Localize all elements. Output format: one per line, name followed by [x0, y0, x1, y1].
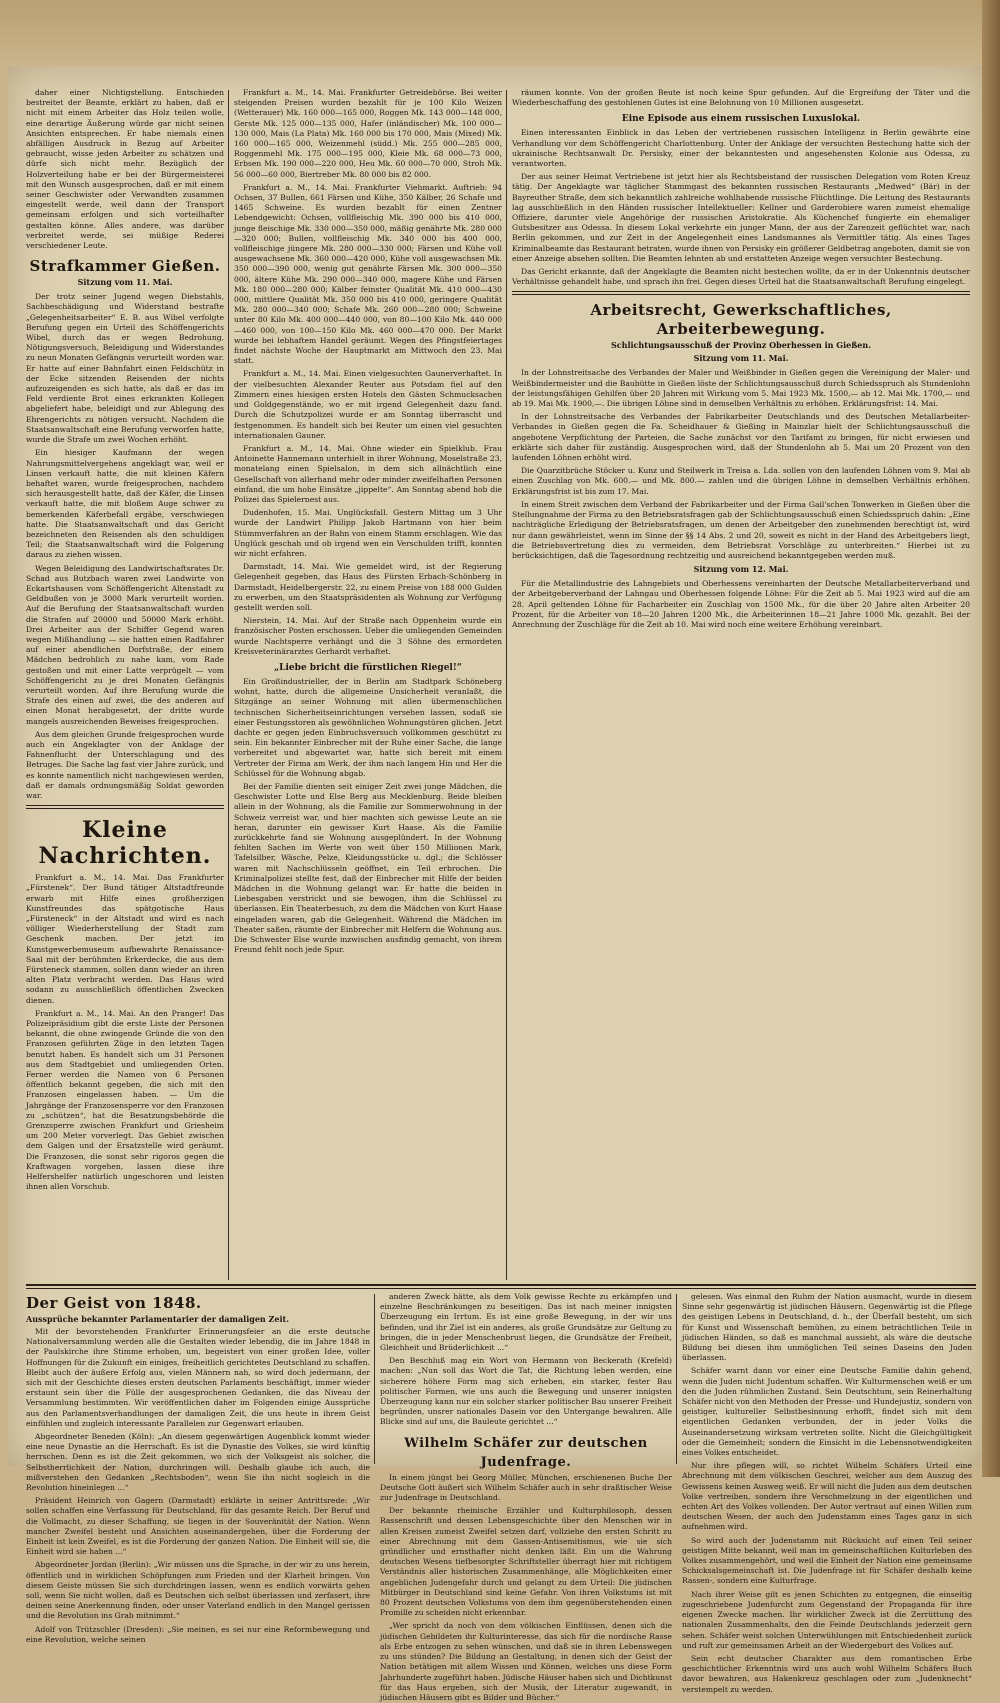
article-paragraph: anderen Zweck hätte, als dem Volk gewisse Rechte zu erkämpfen und einzelne Beschränkungen zu beseitigen. Das ist nach meiner innigsten Überzeugung ein Irrtum. Es ist eine große Bewegung, in der wir uns befinden, und ihr Ziel ist ein anderes, als große Grundsätze zur Geltung zu bringen, die in jeder Menschenbrust liegen, die Grundsätze der Freiheit, Gleichheit und Brüderlichkeit ...“ — [380, 1292, 672, 1353]
article-paragraph: Der trotz seiner Jugend wegen Diebstahls, Sachbeschädigung und Widerstand bestrafte „Gelegenheitsarbeiter“ E. B. aus Wibel verfolgte Berufung gegen ein Urteil des Schöffengerichts Wibel, durch das er wegen Bedrohung, Nötigungsversuch, Beleidigung und Widerstandes zu neun Monaten Gefängnis verurteilt worden war. Er hatte auf einer Bahnfahrt einen Feldschütz in der Ecke sitzenden Reisenden der nichts aufzuzeigenden es sich hatte, als daß er das im Feld verdiente Brot eines erkrankten Kollegen abgeliefert habe, beleidigt und zur Ablegung des Ehrengerichts zu nötigen versucht. Nachdem die Staatsanwaltschaft eine Berufung verworfen hatte, wurde die Strafe um zwei Wochen erhöht. — [26, 292, 224, 445]
column-rule — [374, 1294, 375, 1464]
section-heading-kleine-nachrichten: Kleine Nachrichten. — [38, 817, 212, 870]
article-paragraph: Ein hiesiger Kaufmann der wegen Nahrungsmittelvergehens angeklagt war, weil er Linsen verkauft hatte, die mit kleinen Käfern behaftet waren, wurde freigesprochen, nachdem sich herausgestellt hatte, daß der Käfer, die Linsen verkauft hatte, die mit bloßem Auge schwer zu bemerkenden Käferbefall ergäbe, verschwiegen hatte. Die Staatsanwaltschaft und das Gericht bezeichneten den Reisenden als den schuldigen Teil; die Staatsanwaltschaft wird die Folgerung daraus zu ziehen wissen. — [26, 448, 224, 560]
article-paragraph: Nur ihre pflegen will, so richtet Wilhelm Schäfers Urteil eine Abrechnung mit dem völkischen Geschrei, welcher aus dem Auszug des Gewissens keinen Ausweg weiß. Er will nicht die Juden aus dem deutschen Volke vertreiben, sondern ihre Verschmelzung in der eigentlichen und echten Art des Volkes vollenden. Der Autor vertraut auf einen Willen zum deutschen Wesen, der auch den Judenstamm eines Tages ganz in sich aufnehmen wird. — [682, 1461, 972, 1532]
session-date: Sitzung vom 11. Mai. — [77, 277, 173, 288]
article-paragraph: Das Gericht erkannte, daß der Angeklagte die Beamten nicht bestechen wollte, da er in der Unkenntnis deutscher Verhältnisse gehandelt habe, und sprach ihn frei. Gegen dieses Urteil hat die Staatsanwaltschaft Berufung eingelegt. — [512, 267, 970, 287]
divider — [512, 291, 970, 295]
article-paragraph: In einem Streit zwischen dem Verband der Fabrikarbeiter und der Firma Gail'schen Tonwerken in Gießen über die Stellungnahme der Firma zu den Betriebsratsfragen gab der Schlichtungsausschuß einen Schiedsspruch dahin: „Eine nachträgliche Erledigung der Betriebsratsfragen, um denen der Arbeitgeber den zunehmenden berechtigt ist, wird nur dann gewährleistet, wenn im Sinne der §§ 14 Abs. 2 und 20, soweit es nicht in der Hand des Arbeitgebers liegt, die Betriebsvertretung dies zu vermeiden, dem Betriebsrat Vorschläge zu unterbreiten.“ Hierbei ist zu berücksichtigen, daß die Tagesordnung rechtzeitig und ausreichend bekanntgegeben werden muß. — [512, 499, 970, 560]
article-paragraph: Frankfurt a. M., 14. Mai. Ohne wieder ein Spielklub. Frau Antoinette Hannemann unterhielt in ihrer Wohnung, Moselstraße 23, monatelang einen Spielsalon, in dem sich allnächtlich eine Gesellschaft von allerhand mehr oder minder zweifelhaften Personen einfand, die um hohe Einsätze „jippelte“. Am Sonntag abend hob die Polizei das Spielernest aus. — [234, 443, 502, 504]
session-date: Sitzung vom 12. Mai. — [693, 564, 789, 575]
article-paragraph: Sein echt deutscher Charakter aus dem romantischen Erbe geschichtlicher Erkenntnis wird uns auch wohl Wilhelm Schäfers Buch davor bewahren, aus Hakenkreuz geschlagen oder zum „Judenknecht“ verstempelt zu werden. — [682, 1653, 972, 1694]
section-heading-strafkammer: Strafkammer Gießen. — [29, 257, 221, 276]
article-paragraph: Nierstein, 14. Mai. Auf der Straße nach Oppenheim wurde ein französischer Posten erschossen. Ueber die umliegenden Gemeinden wurde Nachtsperre verhängt und die 3 Söhne des ermordeten Kreisveterinärarztes Gerhardt verhaftet. — [234, 616, 502, 656]
divider — [26, 805, 224, 809]
article-paragraph: Aus dem gleichen Grunde freigesprochen wurde auch ein Angeklagter von der Anklage der Fahnenflucht der Unterschlagung und des Betruges. Die Sache lag fast vier Jahre zurück, und es konnte namentlich nicht nachgewiesen werden, daß er damals ordnungsmäßig Soldat geworden war. — [26, 729, 224, 800]
article-paragraph: Darmstadt, 14. Mai. Wie gemeldet wird, ist der Regierung Gelegenheit gegeben, das Haus des Fürsten Erbach-Schönberg in Darmstadt, Heidelbergerstr. 22, zu einem Preise von 188 000 Gulden zu erwerben, um den Staatspräsidenten als Wohnung zur Verfügung gestellt werden soll. — [234, 562, 502, 612]
upper-column-3 — [512, 88, 970, 1280]
article-heading-liebe: „Liebe bricht die fürstlichen Riegel!“ — [274, 662, 462, 673]
article-paragraph: In der Lohnstreitsache des Verbandes der Fabrikarbeiter Deutschlands und des Deutschen Metallarbeiter-Verbandes in Gießen gegen die Fa. Scheidhauer & Gießing in Mainzlar hielt der Schlichtungsausschuß die angebotene Verpflichtung der Parteien, die Sache zunächst vor den Tarifamt zu bringen, für nicht erwiesen und erklärte sich daher für zuständig. Ausgesprochen wird, daß der Stundenlohn ab 5. Mai um 20 Prozent von den laufenden Löhnen erhöht wird. — [512, 412, 970, 463]
session-date: Sitzung vom 11. Mai. — [693, 353, 789, 364]
section-heading-schaefer: Wilhelm Schäfer zur deutschen Judenfrage. — [404, 1435, 648, 1470]
article-paragraph: gelesen. Was einmal den Ruhm der Nation ausmacht, wurde in diesem Sinne sehr gegenwärtig ist jüdischen Häusern. Gegenwärtig ist die Pflege des geistigen Lebens in Deutschland, d. h., der Überfall besteht, um sich für Kunst und Wissenschaft bemühen, zu einem beträchtlichen Teile in jüdischen Händen, so daß es manchmal aussieht, als wäre die deutsche Bildung bei diesen ihm unmöglichen Teil seines Daseins den Juden überlassen. — [682, 1292, 972, 1363]
upper-column-2 — [234, 88, 502, 1280]
article-paragraph: Der aus seiner Heimat Vertriebene ist jetzt hier als Rechtsbeistand der russischen Delegation vom Roten Kreuz tätig. Der Angeklagte war täglicher Stammgast des bekannten russischen Restaurants „Medwed“ (Bär) in der Bayreuther Straße, dem sich bekanntlich zahlreiche wohlhabende russische Flüchtlinge. Die Leitung des Restaurants lag ausschließlich in den Händen russischer Intellektueller: Kellner und Garderobiere waren zumeist ehemalige Offiziere, darunter viele Angehörige der russischen Aristokratie. Als Küchenchef fungierte ein ehemaliger Gutsbesitzer aus Odessa. In diesem Lokal verkehrte ein junger Mann, der aus der Zarenzeit geflüchtet war, nach Berlin gekommen, und zur Zeit in der Angelegenheit eines Landsmannes als Vermittler tätig. Als eines Tages Kriminalbeamte das Restaurant betraten, wurde ihnen von Persisky ein größerer Geldbetrag angeboten, damit sie von einer Anzeige absehen sollten. Die Beamten lehnten ab und erstatteten Anzeige wegen versuchter Bestechung. — [512, 172, 970, 263]
article-paragraph: Bei der Familie dienten seit einiger Zeit zwei junge Mädchen, die Geschwister Lotte und Else Berg aus Mecklenburg. Beide bleiben allein in der Wohnung, als die Familie zur Sommerwohnung in der Schweiz verreist war, und hier machten sich gewisse Leute an sie heran, darunter ein gewisser Kurt Haase. Als die Familie zurückkehrte fand sie Wohnung ausgeplündert. In der Wohnung fehlten Sachen im Werte von weit über 150 Millionen Mark, Tafelsilber, Wäsche, Pelze, Kleidungsstücke u. dgl.; die Schlösser waren mit Nachschlüsseln geöffnet, ein Teil erbrochen. Die Kriminalpolizei stellte fest, daß der Einbrecher mit Hilfe der beiden Mädchen in die Wohnung gelangt war. Er hatte die beiden in Liebesgaben verstrickt und sie bewogen, ihm die Schlüssel zu überlassen. Ein Theaterbesuch, zu dem die Mädchen von Kurt Haase eingeladen waren, gab die Gelegenheit. Während die Mädchen im Theater saßen, räumte der Einbrecher mit Helfern die Wohnung aus. Die Schwester Else wurde inzwischen ausfindig gemacht, von ihrem Freund fehlt noch jede Spur. — [234, 782, 502, 955]
article-paragraph: Frankfurt a. M., 14. Mai. Frankfurter Viehmarkt. Auftrieb: 94 Ochsen, 37 Bullen, 661 Färsen und Kühe, 350 Kälber, 26 Schafe und 1465 Schweine. Es wurden bezahlt für einen Zentner Lebendgewicht: Ochsen, vollfleischig Mk. 390 000 bis 410 000, junge fleischige Mk. 330 000—350 000, mäßig genährte Mk. 280 000—320 000; Bullen, vollfleischig Mk. 340 000 bis 400 000, vollfleischige jüngere Mk. 280 000—330 000; Färsen und Kühe voll ausgewachsene Mk. 360 000—420 000, Kühe voll ausgewachsen Mk. 350 000—390 000, wenig gut genährte Färsen Mk. 300 000—350 000, ältere Kühe Mk. 290 000—340 000, magere Kühe und Färsen Mk. 180 000—280 000; Kälber feinster Qualität Mk. 410 000—430 000, mittlere Qualität Mk. 350 000 bis 410 000, geringere Qualität Mk. 280 000—340 000; Schafe Mk. 260 000—280 000; Schweine unter 80 Kilo Mk. 400 000—440 000, von 80—100 Kilo Mk. 440 000—460 000, von 100—150 Kilo Mk. 460 000—470 000. Der Markt wurde bei lebhaftem Handel geräumt. Wegen des Pfingstfeiertages findet nächste Woche der Hauptmarkt am Mittwoch den 23. Mai statt. — [234, 182, 502, 366]
article-paragraph: Den Beschluß mag ein Wort von Hermann von Beckerath (Krefeld) machen: „Nun soll das Wort die Tat, die Richtung leben werden, eine sicherere höhere Form mag sich erheben, ein starker, fester Bau politischer Formen, wie uns auch die Bewegung und unserer innigsten Überzeugung kann nur ein solcher starker politischer Bau unserer Freiheit begründen, unsrer nationales Dasein vor den Untergange bewahren. Alle Blicke sind auf uns, die Bauleute gerichtet ...“ — [380, 1356, 672, 1427]
section-divider — [26, 1288, 976, 1289]
article-paragraph: Abgeordneter Jordan (Berlin): „Wir müssen uns die Sprache, in der wir zu uns herein, öffentlich und in wirklichen Schöpfungen zum Frieden und der Klarheit bringen. Von diesem Geiste müssen Sie sich durchdringen lassen, wenn es endlich vorwärts gehen soll, wenn Sie nicht wollen, daß es Deutschen sich selbst überlassen und zerfasert, ihre deinen seine Anerkennung finden, oder unser Vaterland endlich in den Mangel gerissen und die Revolution ins Grab mitnimmt.“ — [26, 1560, 370, 1621]
article-paragraph: Frankfurt a. M., 14. Mai. Einen vielgesuchten Gaunerverhaftet. In der vielbesuchten Alexander Reuter aus Potsdam fiel auf den Zimmern eines hiesigen ersten Hotels den Gästen Schmucksachen und Goldgegenstände, wo er mit irgend Gelegenheit dazu fand. Durch die Schutzpolizei wurde er am Sonntag überrascht und festgenommen. Es handelt sich bei Reuter um einen viel gesuchten internationalen Gauner. — [234, 369, 502, 440]
article-paragraph: Mit der bevorstehenden Frankfurter Erinnerungsfeier an die erste deutsche Nationalversammlung werden alle die Gestalten wieder lebendig, die im Jahre 1848 in der Paulskirche ihre Stimme erhoben, um, begeistert von einer großen Idee, voller Hoffnungen für die Zukunft ein einiges, freiheitlich gerichtetes Deutschland zu schaffen. Bleibt auch der äußere Erfolg aus, vielen Männern nah, so wird doch jedermann, der sich mit der Geschichte dieses ersten deutschen Parlaments beschäftigt, immer wieder erstaunt sein über die Fülle der ausgesprochenen Gedanken, die das Niveau der Versammlung bestimmten. Wir veröffentlichen daher im Folgenden einige Aussprüche aus den Parlamentsverhandlungen der damaligen Zeit, die uns heute in ihrem Geist einfühlen und zugleich interessante Parallelen zur Gegenwart erlauben. — [26, 1327, 370, 1428]
article-paragraph: Dudenhofen, 15. Mai. Unglücksfall. Gestern Mittag um 3 Uhr wurde der Landwirt Philipp Jakob Hartmann von hier beim Stümmverfahren an der Bahn von einem Stamm erschlagen. Wie das Unglück geschah und ob irgend wen ein Verschulden trifft, konnten wir nicht erfahren. — [234, 508, 502, 558]
article-paragraph: Abgeordneter Beneden (Köln): „An diesem gegenwärtigen Augenblick kommt wieder eine neue Dynastie an die Herrschaft. Es ist die Dynastie des Volkes, sie wird künftig herrschen. Denn es ist die Zeit gekommen, wo sich der Volksgeist als solcher, die Selbstherrlichkeit der Nation, durchringen will. Deshalb glaube ich auch, die mißverstehen den Gedanken „Rechtsboden“, wenn Sie ihn nicht sogleich in die Revolution hineinlegen ...“ — [26, 1432, 370, 1493]
article-paragraph: „Wer spricht da noch von dem völkischen Einflüssen, denen sich die jüdischen Gebildeten ihr Kulturinteresse, das sich für die nordische Rasse als Erbe entzogen zu sehen wünschen, und daß sie in ihren Lebenswegen zu uns stünden? Die Bildung an Gestaltung, in denen sich der Geist der Nation betätigen mit allem Wissen und Können, welches uns diese Form Jahrhunderte zugeführt haben. Jüdische Häuser haben sich und Dichtkunst für das Haus ergeben, sich der Musik, der Literatur zugewandt, in jüdischen Häusern gibt es Bilder und Bücher.“ — [380, 1621, 672, 1702]
top-margin — [0, 0, 1000, 66]
article-paragraph: räumen konnte. Von der großen Beute ist noch keine Spur gefunden. Auf die Ergreifung der Täter und die Wiederbeschaffung des gestohlenen Gutes ist eine Belohnung von 10 Millionen ausgesetzt. — [512, 88, 970, 108]
article-paragraph: Wegen Beleidigung des Landwirtschaftsrates Dr. Schad aus Butzbach waren zwei Landwirte von Eckartshausen vom Schöffengericht Altenstadt zu Geldbußen von je 3000 Mark verurteilt worden. Auf die Berufung der Staatsanwaltschaft wurden die Strafen auf 20000 und 50000 Mark erhöht. Drei Arbeiter aus der Schiffer Gegend waren wegen Mißhandlung — sie hatten einen Radfahrer auf einer abendlichen Dorfstraße, der einem Mädchen bedrohlich zu nahe kam, vom Rade gestoßen und mit einer Latte verprügelt — vom Schöffengericht zu je drei Monaten Gefängnis verurteilt worden. Auf ihre Berufung wurde die Strafe des einen auf zwei, die des anderen auf einen Monat herabgesetzt, der dritte wurde mangels ausreichenden Beweises freigesprochen. — [26, 563, 224, 726]
article-heading-episode: Eine Episode aus einem russischen Luxuslokal. — [621, 114, 861, 125]
column-rule — [676, 1294, 677, 1464]
article-paragraph: Ein Großindustrieller, der in Berlin am Stadtpark Schöneberg wohnt, hatte, durch die allgemeine Unsicherheit veranlaßt, die Sitzgänge an seiner Wohnung mit allen übermenschlichen technischen Sicherheitseinrichtungen versehen lassen, sodaß sie einer Festungsstoren als gewöhnlichen Wohnungstüren glichen. Jetzt dachte er gegen jeden Einbruchsversuch vollkommen geschützt zu sein. Ein bekannter Einbrecher mit der Ruhe einer Sache, die lange vorbereitet und abgewartet war, hatte sich bereit mit einem Vertreter der Firma am Werk, der ihm nach langem Hin und Her die Schlüssel für die Wohnung abgab. — [234, 676, 502, 778]
section-heading-geist-1848: Der Geist von 1848. — [26, 1294, 202, 1312]
article-paragraph: Frankfurt a. M., 14. Mai. Frankfurter Getreidebörse. Bei weiter steigenden Preisen wurden bezahlt für je 100 Kilo Weizen (Wetterauer) Mk. 160 000—165 000, Roggen Mk. 143 000—148 000, Gerste Mk. 125 000—135 000, Hafer (inländischer) Mk. 100 000—130 000, Mais (La Plata) Mk. 160 000 bis 170 000, Mais (Mixed) Mk. 160 000—165 000, Weizenmehl (südd.) Mk. 255 000—285 000, Roggenmehl Mk. 175 000—195 000, Kleie Mk. 68 000—73 000, Erbsen Mk. 190 000—220 000, Heu Mk. 60 000—70 000, Stroh Mk. 56 000—60 000, Biertreber Mk. 80 000 bis 82 000. — [234, 88, 502, 179]
page-edge — [982, 0, 1000, 1477]
column-rule — [228, 90, 229, 1280]
upper-column-1 — [26, 88, 224, 1280]
article-paragraph: Schäfer warnt dann vor einer eine Deutsche Familie dahin gehend, wenn die Juden nicht Judentum schaffen. Wir Kulturmenschen weiß er um den die Juden rühmlichen Zustand. Sein Deutschtum, sein Reinerhaltung Schäfer nicht von den Methoden der Presse- und Hundejustiz, sondern von geistiger, kultureller Selbstbesinnung erhofft, findet sich mit dem eigentlichen Gedanken verbunden, der in jeder Volks die Auseinandersetzung wirksam vertreten sollte. Nicht die Gleichgültigkeit oder die Gemeinheit; sondern die Einsicht in die Lebensnotwendigkeiten eines Volkes entscheidet. — [682, 1366, 972, 1458]
section-divider — [26, 1284, 976, 1286]
lower-column-3 — [682, 1292, 972, 1694]
article-paragraph: Einen interessanten Einblick in das Leben der vertriebenen russischen Intelligenz in Berlin gewährte eine Verhandlung vor dem Schöffengericht Charlottenburg. Unter der Anklage der versuchten Bestechung hatte sich der ukrainische Rechtsanwalt Dr. Persisky, einer der bekanntesten und angesehensten Kolonie aus Odessa, zu verantworten. — [512, 128, 970, 169]
section-subheading: Aussprüche bekannter Parlamentarier der damaligen Zeit. — [26, 1314, 289, 1324]
section-heading-arbeitsrecht: Arbeitsrecht, Gewerkschaftliches, Arbeiterbewegung. — [590, 301, 892, 339]
article-paragraph: In der Lohnstreitsache des Verbandes der Maler und Weißbinder in Gießen gegen die Vereinigung der Maler- und Weißbindermeister und die Baubütte in Gießen löste der Schlichtungsausschuß durch Schiedsspruch als Stundenlohn der leistungsfähigen Gehilfen über 20 Jahren mit Wirkung vom 5. Mai 1923 Mk. 1500,— ab 12. Mai Mk. 1700,— und ab 19. Mai Mk. 1900,—. Die übrigen Löhne sind in demselben Verhältnis zu erhöhen. Erklärungsfrist: 14. Mai. — [512, 368, 970, 409]
article-paragraph: So wird auch der Judenstamm mit Rücksicht auf einen Teil seiner geistigen Mitte bekannt, weil man im gemeinschaftlichen Kulturleben des Volkes zusammengehört, und weil die Einheit der Nation eine gemeinsame Schicksalsgemeinschaft ist. Die Judenfrage ist für Schäfer deshalb keine Rassen-, sondern eine Kulturfrage. — [682, 1535, 972, 1586]
column-rule — [506, 90, 507, 1280]
article-paragraph: Frankfurt a. M., 14. Mai. Das Frankfurter „Fürstenek“. Der Bund tätiger Altstadtfreunde erwarb mit Hilfe eines großherzigen Kunstfreundes das spätgotische Haus „Fürsteneck“ in der Altstadt und wird es nach völliger Wiederherstellung der Stadt zum Geschenk machen. Der jetzt im Kunstgewerbemuseum aufbewahrte Renaissance-Saal mit der berühmten Erkerdecke, die aus dem Fürsteneck stammen, sollen dann wieder an ihren alten Platz verbracht werden. Das Haus wird sodann zu ausschließlich öffentlichen Zwecken dienen. — [26, 873, 224, 1005]
article-paragraph: Präsident Heinrich von Gagern (Darmstadt) erklärte in seiner Antrittsrede: „Wir sollen schaffen eine Verfassung für Deutschland, für das gesamte Reich. Der Beruf und die Vollmacht, zu dieser Schaffung, sie liegen in der Souveränität der Nation. Wenn mancher Zweifel besteht und Ansichten auseinandergehen, über die Forderung der Einheit ist kein Zweifel, es ist die Forderung der ganzen Nation. Die Einheit will sie, die Einheit wird sie haben ...“ — [26, 1496, 370, 1557]
article-paragraph: Adolf von Trützschler (Dresden): „Sie meinen, es sei nur eine Reformbewegung und eine Revolution, welche seinen — [26, 1624, 370, 1644]
article-paragraph: Nach ihrer Weise gilt es jenen Schichten zu entgegnen, die einseitig zugeschriebene Judenfurcht zum Gegenstand der Propaganda für ihre eigenen Zwecke machen. Ihr wirklicher Zweck ist die Zerrüttung des nationalen Zusammenhalts, den die Feinde Deutschlands jederzeit gern sehen. Schäfer weist solchen Unterwühlungen mit Entschiedenheit zurück und ruft zur gemeinsamen Arbeit an der Wiedergeburt des Volkes auf. — [682, 1589, 972, 1650]
article-paragraph: Für die Metallindustrie des Lahngebiets und Oberhessens vereinbarten der Deutsche Metallarbeiterverband und der Arbeitgeberverband der Lahngau und Oberhessen folgende Löhne: Für die Zeit ab 5. Mai 1923 wird auf die am 28. April geltenden Löhne für Facharbeiter ein Zuschlag von 1500 Mk., für die über 20 Jahre alten Arbeiter 20 Prozent, für die Arbeiter von 18—20 Jahren 1200 Mk., die Arbeiterinnen 18—21 Jahre 1000 Mk. gezahlt. Bei der Anrechnung der Zuschläge für die Zeit ab 10. Mai wird noch eine weitere Erhöhung vereinbart. — [512, 579, 970, 629]
article-paragraph: daher einer Nichtigstellung. Entschieden bestreitet der Beamte, erklärt zu haben, daß er nicht mit einem Arbeiter das Holz teilen wolle, eine derartige Äußerung würde gar nicht seinen Ansichten entsprechen. Er habe niemals einen abfälligen Ausdruck in Bezug auf Arbeiter gebraucht, wisse jeden Arbeiter zu schätzen und dürfe sich nicht mehr. Bezüglich der Holzverteilung habe er bei der Bürgermeisterei mit den Wunsch ausgesprochen, daß er mit einem seiner Geschwister oder Verwandten zusammen eingestellt werde, weil dann der Transport gemeinsam erfolgen und sich vorteilhafter gestalten könne. Alles andere, was darüber verbreitet werde, sei müßige Rederei verschiedener Leute. — [26, 88, 224, 251]
lower-column-1 — [26, 1292, 370, 1644]
article-paragraph: Der bekannte rheinische Erzähler und Kulturphilosoph, dessen Rassenschrift und dessen Lebensgeschichte über den Menschen wir in allen Kreisen zumeist Zweifel setzen darf, vollziehe den ersten Schritt zu einer Abrechnung mit dem Gassen-Antisemitismus, wie sie sich gründlicher und ernsthafter nicht denken läßt. Ein um die Wahrung deutschen Wesens tiefbesorgter Schriftsteller überragt hier mit richtigem Verständnis aller historischen Zusammenhänge, alle Möglichkeiten einer angeblichen Judengefahr durch und gelangt zu dem Urteil: Die jüdischen Mitbürger in Deutschland sind keine Gefahr. Von ihren Volkstums ist mit 80 Prozent deutschen Volkstums von dem ihm gegenüberstehenden einen Promille zu scheiden nicht erkennbar. — [380, 1506, 672, 1618]
article-paragraph: Frankfurt a. M., 14. Mai. An den Pranger! Das Polizeipräsidium gibt die erste Liste der Personen bekannt, die ohne zwingende Gründe die von den Franzosen geführten Züge in den letzten Tagen benutzt haben. Es handelt sich um 31 Personen aus dem Stadtgebiet und umliegenden Orten. Ferner werden die Namen von 6 Personen öffentlich bekannt gegeben, die sich mit den Franzosen eingelassen haben. — Um die Jahrgänge der Franzosensperre vor den Franzosen zu „schützen“, hat die Besatzungsbehörde die Grenzsperre zwischen Frankfurt und Griesheim um 200 Meter vorverlegt. Das Gebiet zwischen dem Galgen und der Ersatzstelle wird geräumt. Die Franzosen, die sonst sehr rigoros gegen die Kraftwagen vorgehen, lassen diese ihre Helfershelfer natürlich ungeschoren und leisten ihnen allen Vorschub. — [26, 1008, 224, 1192]
lower-column-2 — [380, 1292, 672, 1702]
article-paragraph: Die Quarzitbrüche Stöcker u. Kunz und Steilwerk in Treisa a. Lda. sollen von den laufenden Löhnen vom 9. Mai ab einen Zuschlag von Mk. 600.— und Mk. 800.— zahlen und die übrigen Löhne in demselben Verhältnis erhöhen. Erklärungsfrist ist bis zum 17. Mai. — [512, 466, 970, 496]
article-paragraph: In einem jüngst bei Georg Müller, München, erschienenen Buche Der Deutsche Gott äußert sich Wilhelm Schäfer auch in sehr draßtischer Weise zur Judenfrage in Deutschland. — [380, 1472, 672, 1503]
section-subheading: Schlichtungsausschuß der Provinz Oberhessen in Gießen. — [611, 340, 871, 351]
